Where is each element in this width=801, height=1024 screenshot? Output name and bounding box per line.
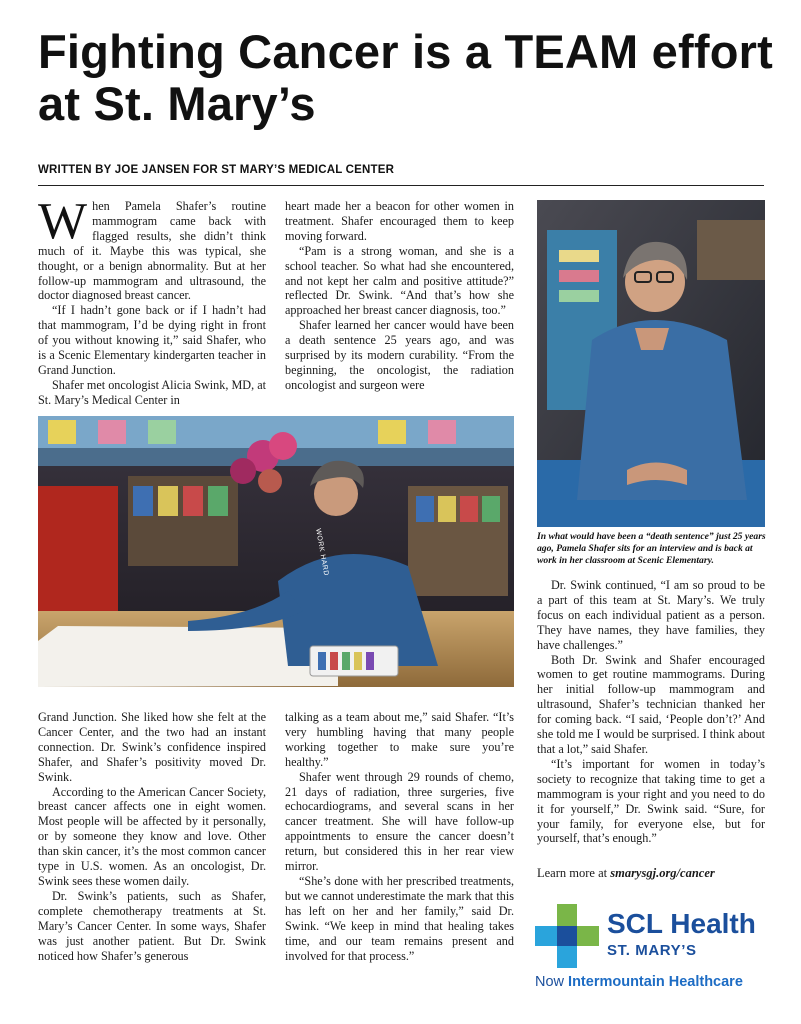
logo-tagline: Now Intermountain Healthcare [535,974,743,990]
column-1-bottom [38,710,266,963]
article-paragraph: When Pamela Shafer’s routine mammogram came back with flagged results, she didn’t think much of it. Maybe this was typical, she thought, or a benign abnormality. But at her follow-up mammogram and ultrasound, the doctor diagnosed breast cancer. [38,193,266,303]
drop-cap: W [38,193,88,250]
article-paragraph: “It’s important for women in today’s society to recognize that taking time to get a mammogram is your right and you need to do it for yourself,” Dr. Swink said. “Sure, for your family, for everyone else, but for yourself, that’s enough.” [537,756,765,846]
article-headline: Fighting Cancer is a TEAM effort at St. Mary’s [38,25,773,130]
article-paragraph: Shafer went through 29 rounds of chemo, 21 days of radiation, three surgeries, five echocardiograms, and several scans in her cancer treatment. She will have follow-up appointments to ensure the cancer doesn’t return, but considered this in her rear view mirror. [285,769,514,874]
article-paragraph: Shafer met oncologist Alicia Swink, MD, at St. Mary’s Medical Center in [38,377,266,407]
column-3 [537,578,765,846]
article-paragraph: heart made her a beacon for other women in treatment. Shafer encouraged them to keep moving forward. [285,199,514,243]
logo-subtitle: ST. MARY’S [607,942,697,959]
column-2-bottom [285,710,514,963]
classroom-photo [38,416,514,687]
logo-name: SCL Health [607,908,756,939]
photo-caption: In what would have been a “death sentence” just 25 years ago, Pamela Shafer sits for an interview and is back at work in her classroom at Scenic Elementary. [537,531,766,567]
article-paragraph: “If I hadn’t gone back or if I hadn’t had that mammogram, I’d be dying right in front of you without knowing it,” said Shafer, who is a Scenic Elementary kindergarten teacher in Grand Junction. [38,303,266,377]
article-paragraph: Both Dr. Swink and Shafer encouraged women to get routine mammograms. During her initial follow-up mammogram and ultrasound, Shafer’s technician thanked her for coming back. “I said, ‘People don’t?’ And she told me I would be surprised. I think about that a lot,” said Shafer. [537,652,765,756]
article-paragraph: “She’s done with her prescribed treatments, but we cannot underestimate the mark that this has left on her and her family,” said Dr. Swink. “We keep in mind that healing takes time, and our team remains present and involved for that process.” [285,873,514,963]
lanyard-text: WORK HARD [314,528,330,577]
article-paragraph: Grand Junction. She liked how she felt at the Cancer Center, and the two had an instant connection. Dr. Swink’s confidence inspired Shafer, and Shafer’s positivity moved Dr. Swink. [38,710,266,784]
portrait-photo [537,200,765,527]
column-1-top [38,193,266,408]
cross-icon [535,904,599,968]
article-paragraph: “Pam is a strong woman, and she is a school teacher. So what had she encountered, and not kept her calm and positive attitude?” reflected Dr. Swink. “And that’s how she approached her breast cancer diagnosis, too.” [285,243,514,318]
article-paragraph: Shafer learned her cancer would have been a death sentence 25 years ago, and was surprised by its modern curability. “From the beginning, the oncologist, the radiation oncologist and surgeon were [285,318,514,392]
byline: WRITTEN BY JOE JANSEN FOR ST MARY’S MEDICAL CENTER [38,164,395,176]
learn-more: Learn more at smarysgj.org/cancer [537,866,715,880]
learn-more-link[interactable]: smarysgj.org/cancer [610,866,715,880]
article-paragraph: Dr. Swink’s patients, such as Shafer, complete chemotherapy treatments at St. Mary’s Cancer Center. In some ways, Shafer was just another patient. But Dr. Swink noticed how Shafer’s generous [38,888,266,963]
header-divider [38,185,764,186]
scl-health-logo [535,902,785,997]
article-paragraph: According to the American Cancer Society, breast cancer affects one in eight women. Most people will be affected by it personally, or by someone they know and love. Other than skin cancer, it’s the most common cancer type in U.S. women. As an oncologist, Dr. Swink sees these women daily. [38,784,266,888]
column-2-top [285,199,514,393]
article-paragraph: talking as a team about me,” said Shafer. “It’s very humbling having that many people working together to make sure you’re healthy.” [285,710,514,769]
article-paragraph: Dr. Swink continued, “I am so proud to be a part of this team at St. Mary’s. We truly focus on each individual patient as a person. They have names, they have families, they have challenges.” [537,578,765,652]
